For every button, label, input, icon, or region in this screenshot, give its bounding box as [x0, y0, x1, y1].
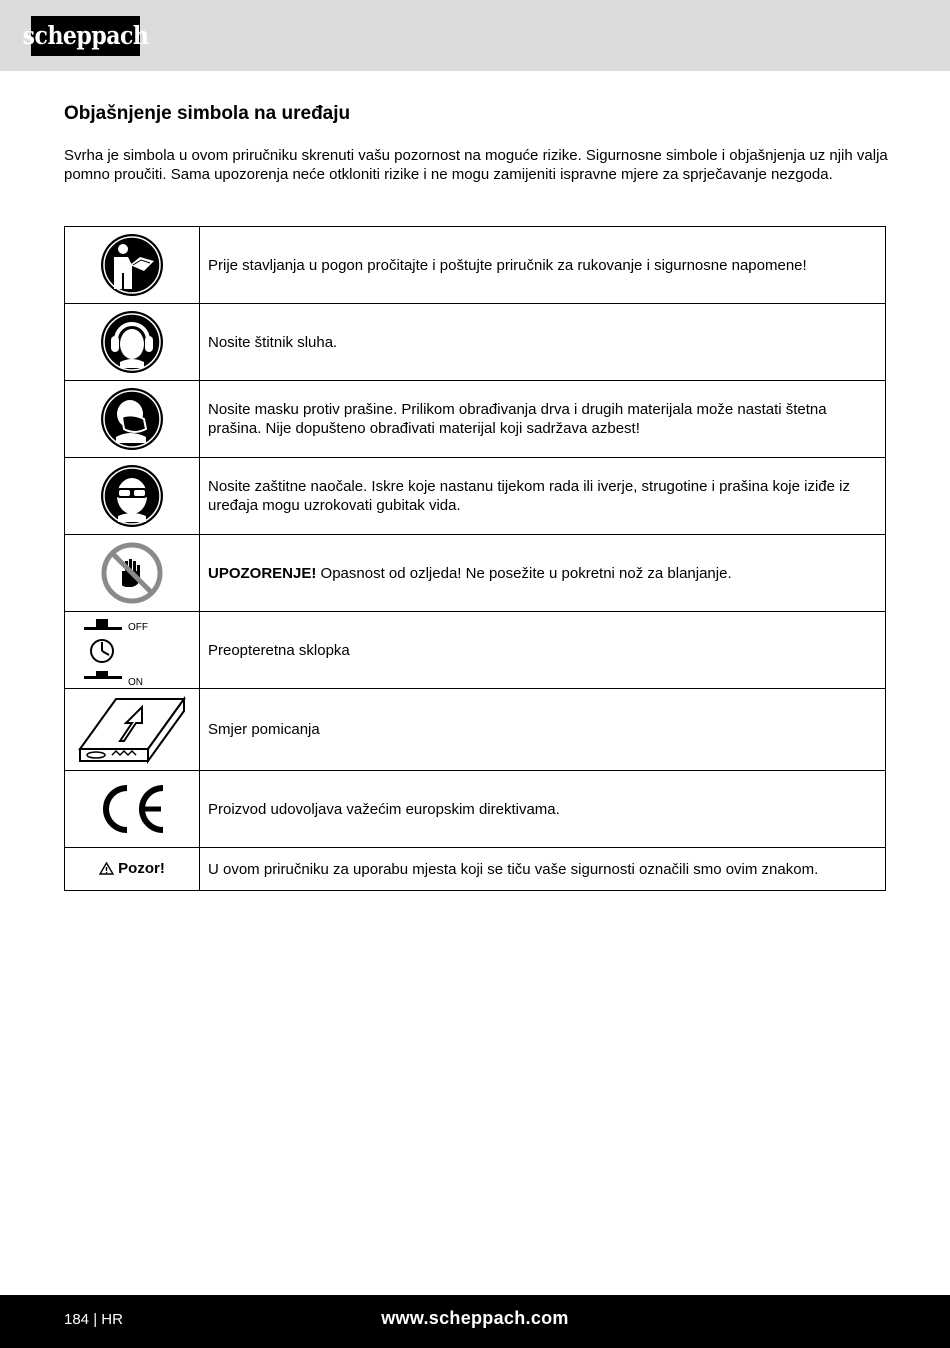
table-row — [65, 771, 886, 848]
icon-cell — [65, 227, 200, 304]
symbol-text: Nosite masku protiv prašine. Prilikom obrađivanja drva i drugih materijala može nastati štetna prašina. Nije dopušteno obrađivati materijal koji sadržava azbest! — [200, 381, 886, 458]
icon-cell — [65, 458, 200, 535]
symbol-text: Preopteretna sklopka — [200, 612, 886, 689]
icon-cell — [65, 381, 200, 458]
symbols-table — [64, 226, 886, 891]
pozor-label-group — [99, 859, 165, 878]
no-hands-icon — [100, 541, 164, 605]
dust-mask-icon — [100, 387, 164, 451]
symbol-text: U ovom priručniku za uporabu mjesta koji se tiču vaše sigurnosti označili smo ovim znakom. — [200, 848, 886, 891]
read-manual-icon — [100, 233, 164, 297]
table-row — [65, 458, 886, 535]
table-row — [65, 848, 886, 891]
table-row — [65, 612, 886, 689]
icon-cell — [65, 689, 200, 771]
page-footer — [0, 1295, 950, 1348]
warning-label: UPOZORENJE! — [208, 564, 317, 582]
off-label: OFF — [128, 622, 148, 633]
symbol-text: Prije stavljanja u pogon pročitajte i poštujte priručnik za rukovanje i sigurnosne napomene! — [200, 227, 886, 304]
icon-cell — [65, 612, 200, 689]
table-row — [65, 227, 886, 304]
symbol-text: Smjer pomicanja — [200, 689, 886, 771]
symbol-text: Nosite štitnik sluha. — [200, 304, 886, 381]
symbol-text: Proizvod udovoljava važećim europskim direktivama. — [200, 771, 886, 848]
page-number: 184 | HR — [64, 1311, 123, 1328]
ce-mark-icon — [97, 784, 167, 834]
symbol-text: Nosite zaštitne naočale. Iskre koje nastanu tijekom rada ili iverje, strugotine i prašina koje iziđe iz uređaja mogu uzrokovati gubitak vida. — [200, 458, 886, 535]
intro-paragraph: Svrha je simbola u ovom priručniku skrenuti vašu pozornost na moguće rizike. Sigurnosne simbole i objašnjenja uz njih valja pomno proučiti. Sama upozorenja neće otkloniti rizike i ne mogu zamijeniti ispravne mjere za sprječavanje nezgoda. — [64, 147, 888, 183]
icon-cell — [65, 304, 200, 381]
website-url: www.scheppach.com — [381, 1308, 569, 1328]
table-row — [65, 535, 886, 612]
pozor-label: Pozor! — [118, 859, 165, 877]
scheppach-logo: scheppach — [31, 16, 140, 56]
feed-direction-icon — [76, 693, 188, 767]
table-row — [65, 381, 886, 458]
page-header — [0, 0, 950, 71]
icon-cell — [65, 535, 200, 612]
on-label: ON — [128, 677, 143, 688]
ear-protection-icon — [100, 310, 164, 374]
icon-cell — [65, 771, 200, 848]
page-title: Objašnjenje simbola na uređaju — [64, 103, 351, 124]
symbol-text: UPOZORENJE! Opasnost od ozljeda! Ne posežite u pokretni nož za blanjanje. — [200, 535, 886, 612]
table-row — [65, 689, 886, 771]
warning-triangle-icon — [99, 862, 114, 875]
table-row — [65, 304, 886, 381]
safety-goggles-icon — [100, 464, 164, 528]
icon-cell — [65, 848, 200, 891]
